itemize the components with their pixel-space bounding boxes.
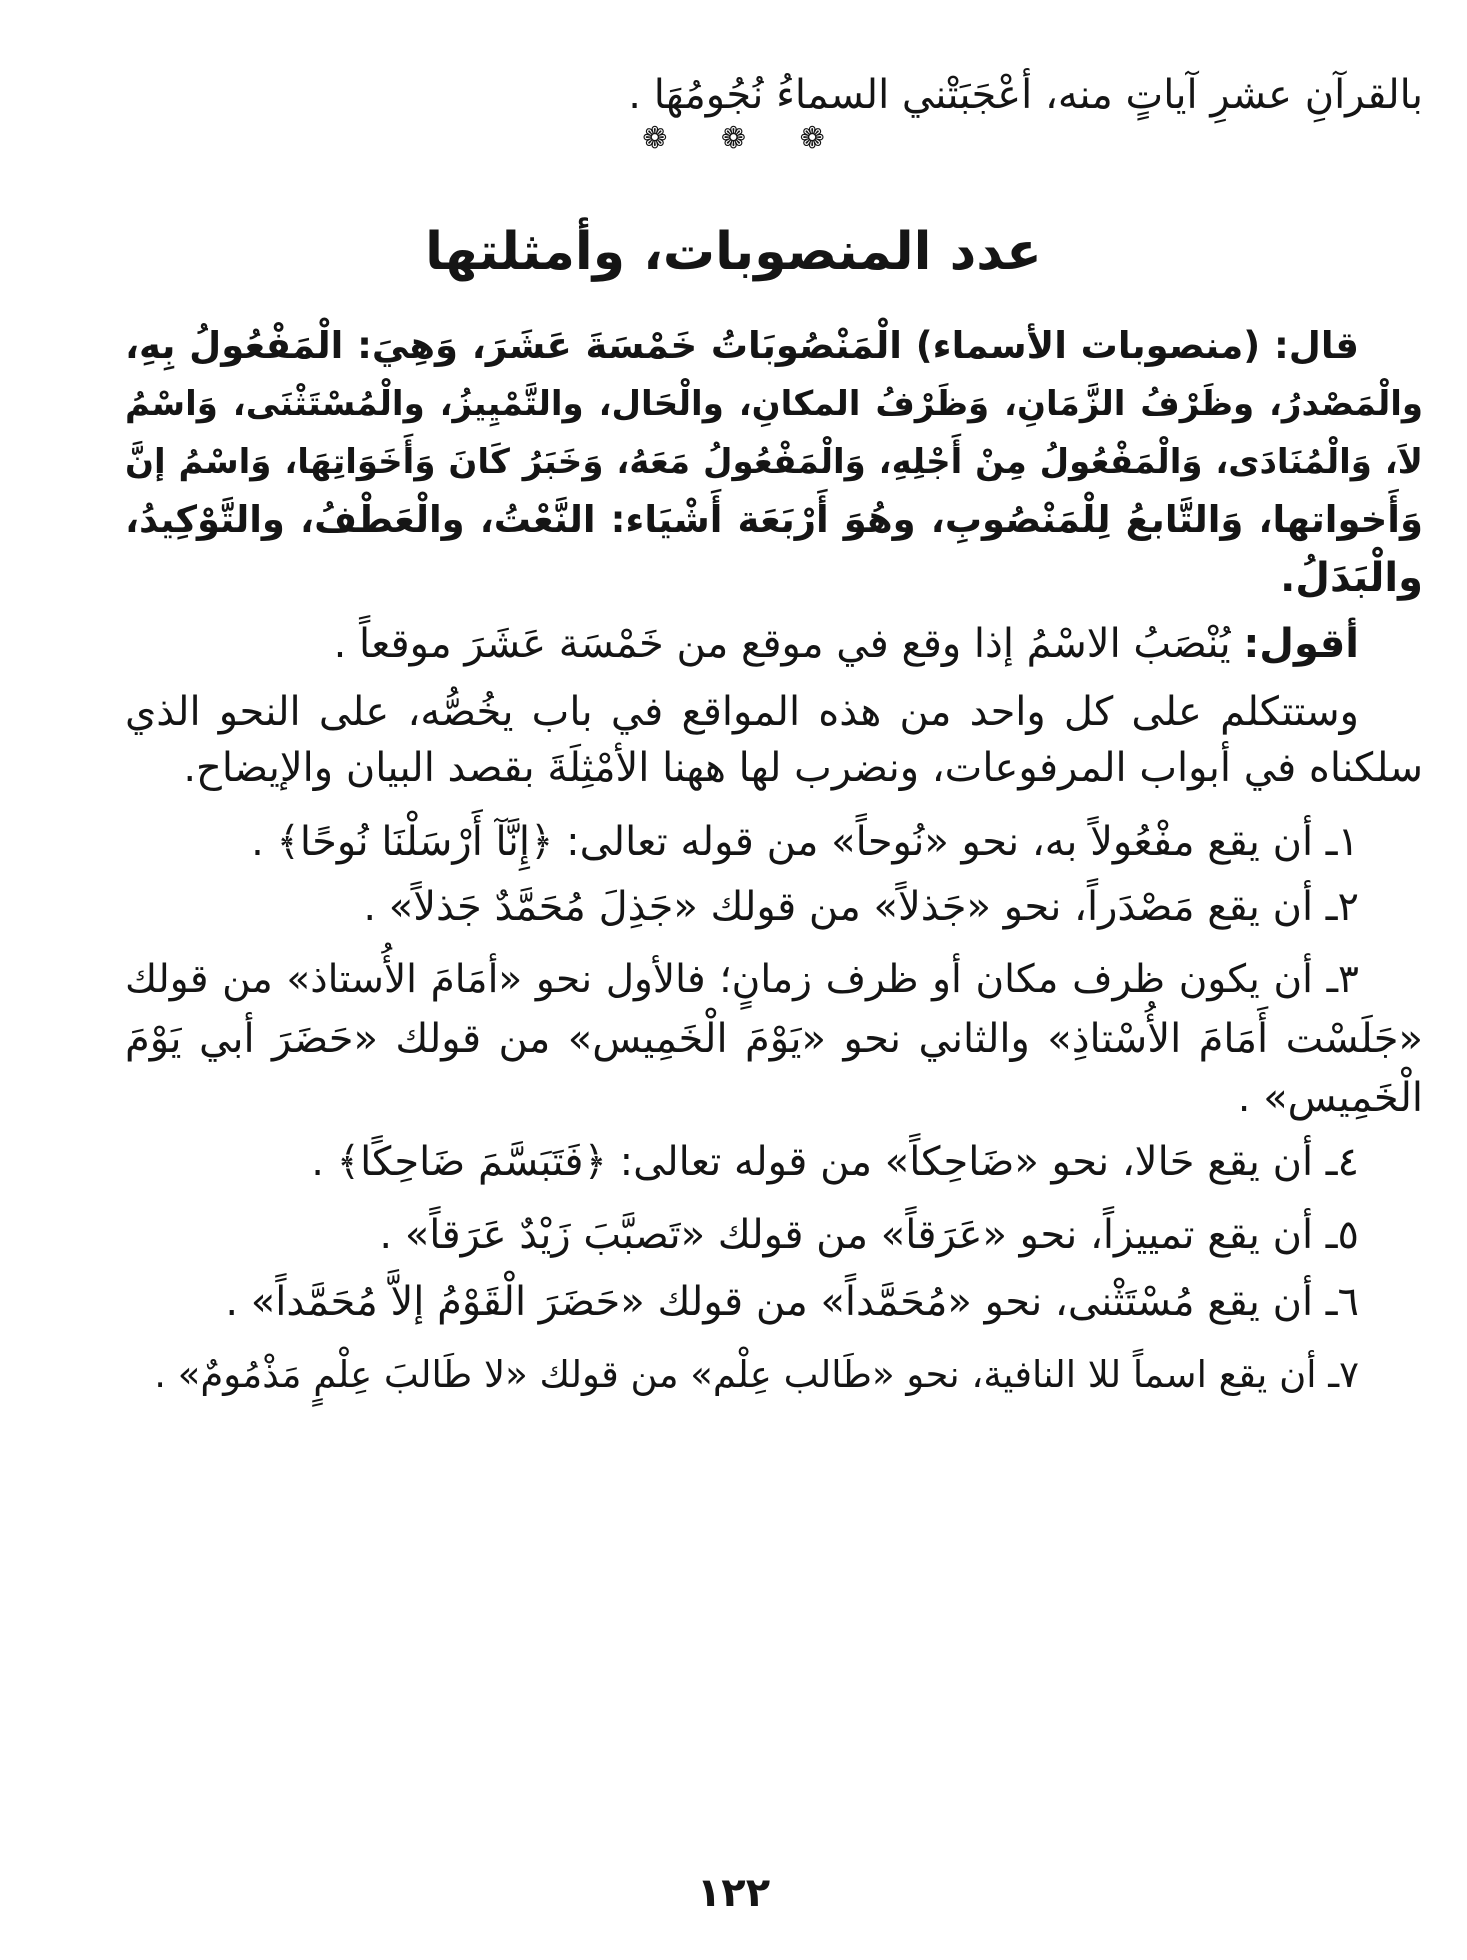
list-item: ٢ـ أن يقع مَصْدَراً، نحو «جَذلاً» من قولك «جَذِلَ مُحَمَّدٌ جَذلاً» .	[363, 884, 1359, 930]
matn-line: والْبَدَلُ.	[1280, 555, 1423, 601]
list-item: ٧ـ أن يقع اسماً للا النافية، نحو «طَالب عِلْم» من قولك «لا طَالبَ عِلْمٍ مَذْمُومٌ» .	[154, 1353, 1359, 1396]
list-item: ١ـ أن يقع مفْعُولاً به، نحو «نُوحاً» من قوله تعالى: ﴿إِنَّآ أَرْسَلْنَا نُوحًا﴾ .	[251, 819, 1359, 865]
matn-line: والْمَصْدرُ، وظَرْفُ الزَّمَانِ، وَظَرْفُ المكانِ، والْحَال، والتَّمْيِيزُ، والْمُسْتَثْنَى، وَاسْمُ	[125, 384, 1423, 424]
flower-asterisk-icon	[721, 114, 746, 164]
flower-asterisk-icon	[800, 114, 825, 164]
list-item: ٤ـ أن يقع حَالا، نحو «ضَاحِكاً» من قوله تعالى: ﴿فَتَبَسَّمَ ضَاحِكًا﴾ .	[311, 1139, 1359, 1185]
commentary-text: يُنْصَبُ الاسْمُ إذا وقع في موقع من خَمْسَة عَشَرَ موقعاً .	[333, 621, 1231, 667]
commentary-paragraph	[125, 614, 1423, 674]
intro-line: سلكناه في أبواب المرفوعات، ونضرب لها ههنا الأمْثِلَةَ بقصد البيان والإيضاح.	[183, 745, 1423, 791]
section-separator	[0, 114, 1467, 164]
commentary-label: أقول:	[1243, 621, 1359, 667]
continuation-line: بالقرآنِ عشرِ آياتٍ منه، أعْجَبَتْني السماءُ نُجُومُهَا .	[628, 72, 1423, 118]
matn-line: لاَ، وَالْمُنَادَى، وَالْمَفْعُولُ مِنْ أَجْلِهِ، وَالْمَفْعُولُ مَعَهُ، وَخَبَرُ كَانَ وَأَخَوَاتِهَا، وَاسْمُ إنَّ	[125, 442, 1423, 482]
section-heading: عدد المنصوبات، وأمثلتها	[425, 222, 1042, 282]
page-number: ١٢٢	[696, 1870, 771, 1916]
list-item: ٥ـ أن يقع تمييزاً، نحو «عَرَقاً» من قولك «تَصبَّبَ زَيْدٌ عَرَقاً» .	[379, 1212, 1359, 1258]
matn-line: وَأَخواتها، وَالتَّابعُ لِلْمَنْصُوبِ، وهُوَ أَرْبَعَة أَشْيَاء: النَّعْتُ، والْعَطْفُ، والتَّوْكِيدُ،	[125, 498, 1423, 541]
list-item-line: «جَلَسْت أَمَامَ الأُسْتاذِ» والثاني نحو «يَوْمَ الْخَمِيس» من قولك «حَضَرَ أبي يَوْمَ	[125, 1016, 1423, 1062]
intro-line: وستتكلم على كل واحد من هذه المواقع في باب يخُصُّه، على النحو الذي	[125, 689, 1359, 735]
list-item-line: ٣ـ أن يكون ظرف مكان أو ظرف زمانٍ؛ فالأول نحو «أمَامَ الأُستاذ» من قولك	[125, 957, 1359, 1002]
flower-asterisk-icon	[642, 114, 667, 164]
list-item: ٦ـ أن يقع مُسْتَثْنى، نحو «مُحَمَّداً» من قولك «حَضَرَ الْقَوْمُ إلاَّ مُحَمَّداً» .	[225, 1279, 1359, 1325]
matn-line: قال: (منصوبات الأسماء) الْمَنْصُوبَاتُ خَمْسَةَ عَشَرَ، وَهِيَ: الْمَفْعُولُ بِهِ،	[125, 324, 1359, 367]
list-item-line: الْخَمِيس» .	[1237, 1075, 1423, 1121]
